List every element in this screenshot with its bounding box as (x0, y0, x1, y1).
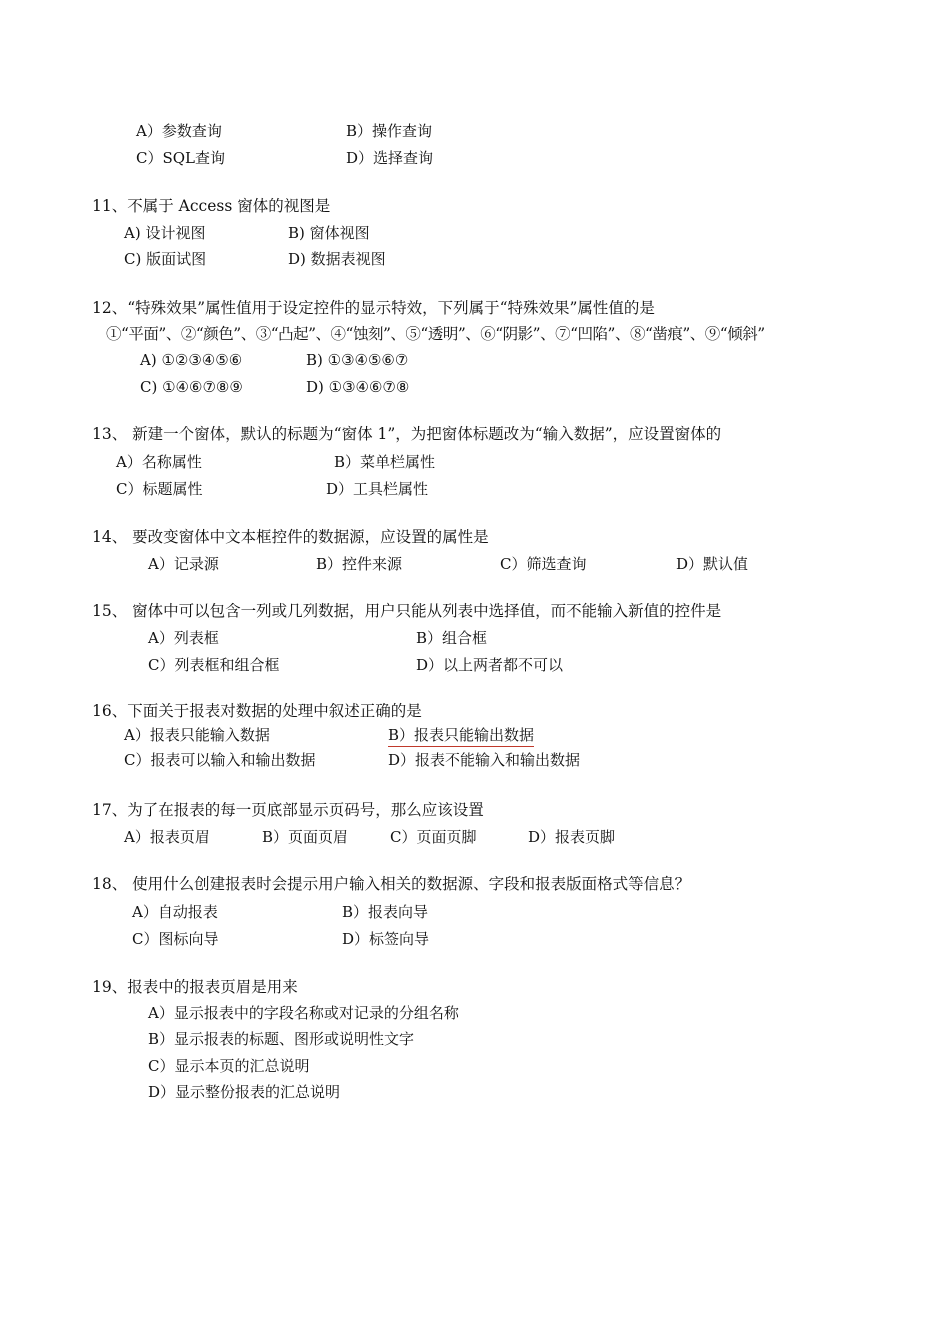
q14-option-d: D）默认值 (676, 555, 749, 573)
q16-option-a: A）报表只能输入数据 (124, 726, 270, 744)
q17-option-d: D）报表页脚 (528, 828, 616, 846)
q18-option-c: C）图标向导 (132, 930, 219, 948)
q10-option-c: C）SQL查询 (136, 149, 226, 167)
q14-stem: 14、 要改变窗体中文本框控件的数据源，应设置的属性是 (92, 528, 489, 546)
q12-option-c: C) ①④⑥⑦⑧⑨ (140, 378, 243, 396)
q19-stem: 19、报表中的报表页眉是用来 (92, 978, 298, 996)
q11-option-d: D) 数据表视图 (288, 250, 386, 268)
q15-option-d: D）以上两者都不可以 (416, 656, 564, 674)
q18-option-d: D）标签向导 (342, 930, 430, 948)
q13-option-a: A）名称属性 (116, 453, 202, 471)
q19-option-a: A）显示报表中的字段名称或对记录的分组名称 (148, 1004, 459, 1022)
q16-stem: 16、下面关于报表对数据的处理中叙述正确的是 (92, 702, 422, 720)
q18-option-b: B）报表向导 (342, 903, 429, 921)
q11-stem: 11、不属于 Access 窗体的视图是 (92, 197, 331, 215)
q12-option-d: D) ①③④⑥⑦⑧ (306, 378, 410, 396)
q17-option-c: C）页面页脚 (390, 828, 477, 846)
q16-option-d: D）报表不能输入和输出数据 (388, 751, 581, 769)
q13-option-b: B）菜单栏属性 (334, 453, 436, 471)
q11-option-b: B) 窗体视图 (288, 224, 370, 242)
q16-option-b-underlined: B）报表只能输出数据 (388, 725, 534, 747)
q11-option-c: C) 版面试图 (124, 250, 207, 268)
q10-option-b: B）操作查询 (346, 122, 433, 140)
q15-option-c: C）列表框和组合框 (148, 656, 280, 674)
q13-option-d: D）工具栏属性 (326, 480, 429, 498)
q12-option-a: A) ①②③④⑤⑥ (140, 351, 243, 369)
q12-stem: 12、“特殊效果”属性值用于设定控件的显示特效，下列属于“特殊效果”属性值的是 (92, 299, 655, 317)
q16-option-c: C）报表可以输入和输出数据 (124, 751, 316, 769)
q19-option-d: D）显示整份报表的汇总说明 (148, 1083, 341, 1101)
q18-option-a: A）自动报表 (132, 903, 218, 921)
q14-option-c: C）筛选查询 (500, 555, 587, 573)
q15-stem: 15、 窗体中可以包含一列或几列数据，用户只能从列表中选择值，而不能输入新值的控件是 (92, 602, 722, 620)
q10-option-a: A）参数查询 (136, 122, 222, 140)
q15-option-a: A）列表框 (148, 629, 219, 647)
q13-option-c: C）标题属性 (116, 480, 203, 498)
q18-stem: 18、 使用什么创建报表时会提示用户输入相关的数据源、字段和报表版面格式等信息？ (92, 875, 691, 893)
q15-option-b: B）组合框 (416, 629, 488, 647)
q19-option-c: C）显示本页的汇总说明 (148, 1057, 310, 1075)
q17-option-a: A）报表页眉 (124, 828, 210, 846)
q17-option-b: B）页面页眉 (262, 828, 349, 846)
q12-list: ①“平面”、②“颜色”、③“凸起”、④“蚀刻”、⑤“透明”、⑥“阴影”、⑦“凹陷”、⑧“凿痕”、⑨“倾斜” (106, 325, 765, 343)
q12-option-b: B) ①③④⑤⑥⑦ (306, 351, 409, 369)
q14-option-b: B）控件来源 (316, 555, 403, 573)
q10-option-d: D）选择查询 (346, 149, 434, 167)
q19-option-b: B）显示报表的标题、图形或说明性文字 (148, 1030, 415, 1048)
q11-option-a: A) 设计视图 (124, 224, 206, 242)
q17-stem: 17、为了在报表的每一页底部显示页码号，那么应该设置 (92, 801, 484, 819)
q13-stem: 13、 新建一个窗体，默认的标题为“窗体 1”，为把窗体标题改为“输入数据”，应设置窗体的 (92, 425, 722, 443)
q14-option-a: A）记录源 (148, 555, 219, 573)
